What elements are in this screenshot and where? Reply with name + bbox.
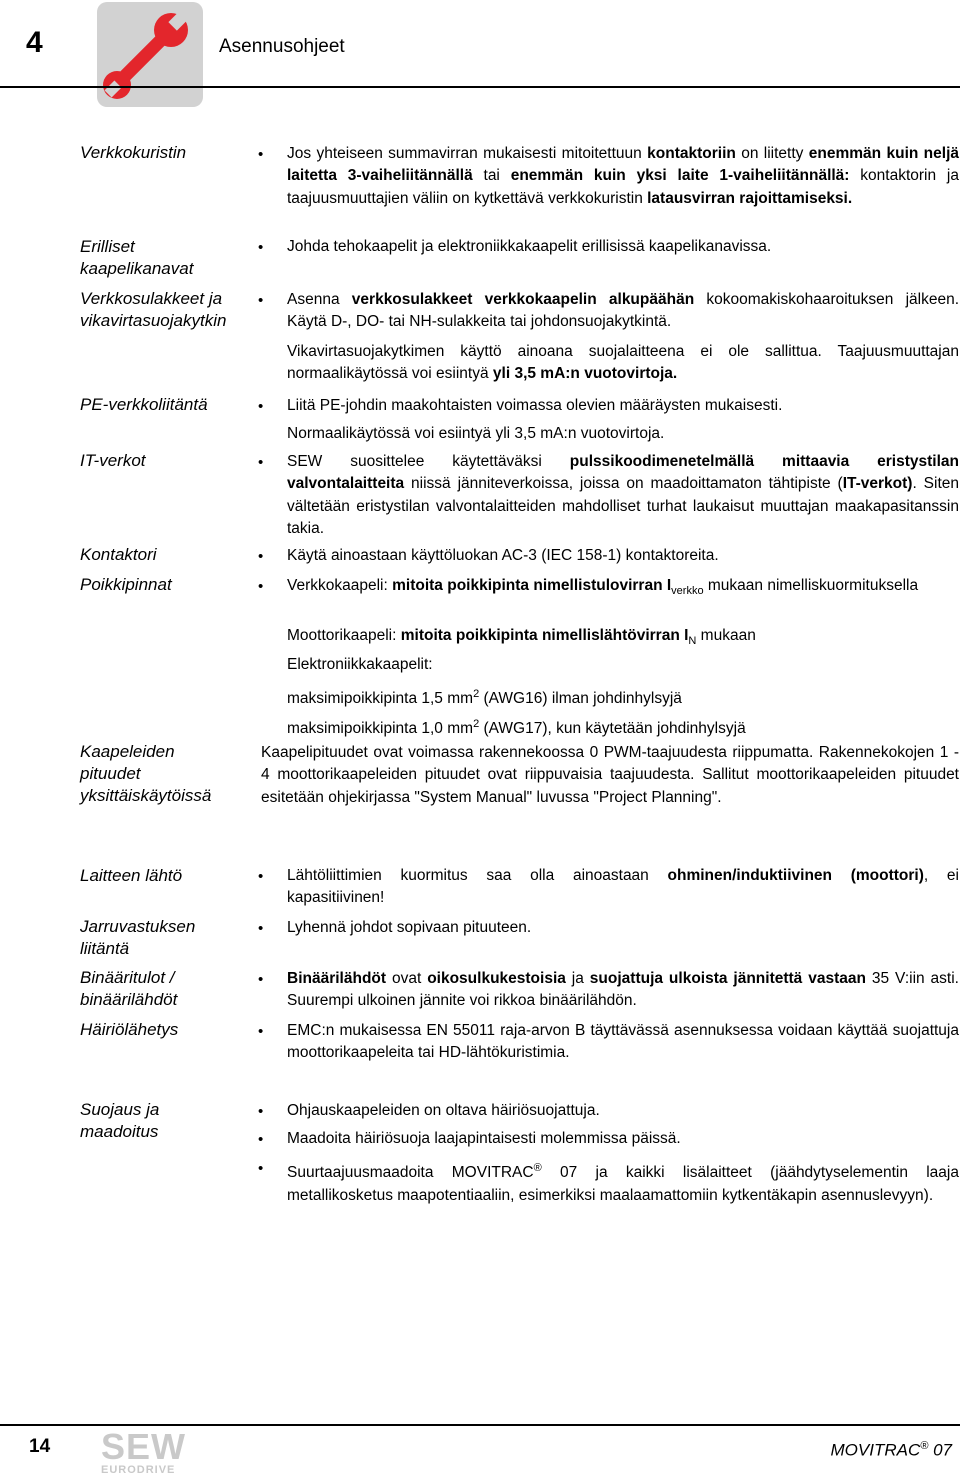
- bullet: •: [258, 868, 264, 885]
- section-title: Asennusohjeet: [219, 36, 345, 57]
- paragraph-hairio: EMC:n mukaisessa EN 55011 raja-arvon B täyttävässä asennuksessa voidaan käyttää suojattuja moottorikaapeleita tai HD-lähtökuristimia.: [287, 1022, 959, 1062]
- wrench-icon: [97, 2, 203, 107]
- bullet: •: [258, 1131, 264, 1148]
- side-label-binaari: Binääritulot / binäärilähdöt: [80, 968, 178, 1009]
- chapter-number: 4: [26, 26, 43, 59]
- paragraph-jarruvastus: Lyhennä johdot sopivaan pituuteen.: [287, 919, 532, 936]
- bullet: •: [258, 292, 264, 309]
- bullet: •: [258, 398, 264, 415]
- paragraph-max-15: maksimipoikkipinta 1,5 $mm^2$ (AWG16) ilman johdinhylsyjä: [287, 688, 682, 708]
- bullet: •: [258, 1160, 264, 1177]
- paragraph-suojaus-1: Ohjauskaapeleiden on oltava häiriösuojattuja.: [287, 1102, 600, 1119]
- paragraph-elektroniikkakaapelit: Elektroniikkakaapelit:: [287, 656, 433, 673]
- side-label-kontaktori: Kontaktori: [80, 545, 157, 564]
- side-label-laitteen: Laitteen lähtö: [80, 866, 183, 885]
- bullet: •: [258, 239, 264, 256]
- paragraph-pe-2: Normaalikäytössä voi esiintyä yli 3,5 mA:n vuotovirtoja.: [287, 425, 665, 442]
- side-label-kaapeleiden: Kaapeleiden pituudet yksittäiskäytöissä: [80, 742, 212, 805]
- paragraph-moottorikaapeli: Moottorikaapeli: mitoita poikkipinta nimellislähtövirran $I_N$ mukaan: [287, 627, 756, 648]
- paragraph-verkkokuristin: Jos yhteiseen summavirran mukaisesti mitoitettuun kontaktoriin on liitetty enemmän kuin neljä laitetta 3-vaiheliitännällä tai enemmän kuin yksi laite 1-vaiheliitännällä: kontaktorin ja taajuusmuuttajien väliin on kytkettävä verkkokuristin latausvirran rajoittamiseksi.: [287, 145, 960, 207]
- paragraph-pe-1: Liitä PE-johdin maakohtaisten voimassa olevien määräysten mukaisesti.: [287, 397, 783, 414]
- paragraph-suojaus-2: Maadoita häiriösuoja laajapintaisesti molemmissa päissä.: [287, 1130, 681, 1147]
- paragraph-it: SEW suosittelee käytettäväksi pulssikoodimenetelmällä mittaavia eristystilan valvontalaitteita niissä jänniteverkoissa, joissa on maadoittamaton tähtipiste (IT-verkot). Siten vältetään eristystilan valvontalaitteiden mahdolliset turhat laukaisut muuttajan maakapasitanssin takia.: [287, 453, 960, 538]
- header-rule: [0, 86, 960, 88]
- paragraph-vikavirta: Vikavirtasuojakytkimen käyttö ainoana suojalaitteena ei ole sallittua. Taajuusmuuttajan normaalikäytössä voi esiintyä yli 3,5 mA:n vuotovirtoja.: [287, 343, 959, 383]
- bullet: •: [258, 146, 264, 163]
- side-label-poikkipinnat: Poikkipinnat: [80, 575, 172, 594]
- side-label-it: IT-verkot: [80, 451, 146, 470]
- paragraph-suojaus-3: Suurtaajuusmaadoita MOVITRAC® 07 ja kaikki lisälaitteet (jäähdytyselementin laaja metallikosketus maapotentiaaliin, esimerkiksi maalaamattomiin kytkentäkapin asennuslevyyn).: [287, 1162, 959, 1204]
- paragraph-verkkosulakkeet: Asenna verkkosulakkeet verkkokaapelin alkupäähän kokoomakiskohaaroituksen jälkeen. Käytä D-, DO- tai NH-sulakkeita tai johdonsuojakytkintä.: [287, 291, 959, 331]
- bullet: •: [258, 578, 264, 595]
- side-label-verkkokuristin: Verkkokuristin: [80, 143, 187, 162]
- product-name: MOVITRAC® 07: [830, 1440, 952, 1460]
- bullet: •: [258, 971, 264, 988]
- bullet: •: [258, 920, 264, 937]
- bullet: •: [258, 1103, 264, 1120]
- side-label-hairio: Häiriölähetys: [80, 1020, 179, 1039]
- side-label-jarruvastus: Jarruvastuksen liitäntä: [80, 917, 196, 958]
- side-label-suojaus: Suojaus ja maadoitus: [80, 1100, 160, 1141]
- paragraph-laitteen: Lähtöliittimien kuormitus saa olla ainoastaan ohminen/induktiivinen (moottori), ei kapasitiivinen!: [287, 867, 959, 907]
- paragraph-verkkokaapeli: Verkkokaapeli: mitoita poikkipinta nimellistulovirran $I_{verkko}$ mukaan nimelliskuormituksella: [287, 577, 919, 598]
- bullet: •: [258, 548, 264, 565]
- side-label-erilliset: Erilliset kaapelikanavat: [80, 237, 194, 278]
- paragraph-binaari: Binäärilähdöt ovat oikosulkukestoisia ja suojattuja ulkoista jännitettä vastaan 35 V:iin asti. Suurempi ulkoinen jännite voi rikkoa binäärilähdön.: [287, 970, 959, 1010]
- side-label-pe: PE-verkkoliitäntä: [80, 395, 208, 414]
- bullet: •: [258, 1023, 264, 1040]
- bullet: •: [258, 454, 264, 471]
- paragraph-erilliset: Johda tehokaapelit ja elektroniikkakaapelit erillisissä kaapelikanavissa.: [287, 238, 772, 255]
- page-number: 14: [29, 1436, 51, 1457]
- paragraph-max-10: maksimipoikkipinta 1,0 $mm^2$ (AWG17), kun käytetään johdinhylsyjä: [287, 718, 746, 738]
- paragraph-kaapeleiden: Kaapelipituudet ovat voimassa rakennekoossa 0 PWM-taajuudesta riippumatta. Rakennekokojen 1 - 4 moottorikaapeleiden pituudet ovat riippuvaisia taajuudesta. Sallitut moottorikaapeleiden pituudet esitetään ohjekirjassa "System Manual" luvussa "Project Planning".: [261, 744, 959, 806]
- sew-eurodrive-logo: SEW EURODRIVE: [101, 1426, 187, 1476]
- paragraph-kontaktori: Käytä ainoastaan käyttöluokan AC-3 (IEC 158-1) kontaktoreita.: [287, 547, 719, 564]
- side-label-verkkosulakkeet: Verkkosulakkeet ja vikavirtasuojakytkin: [80, 289, 227, 330]
